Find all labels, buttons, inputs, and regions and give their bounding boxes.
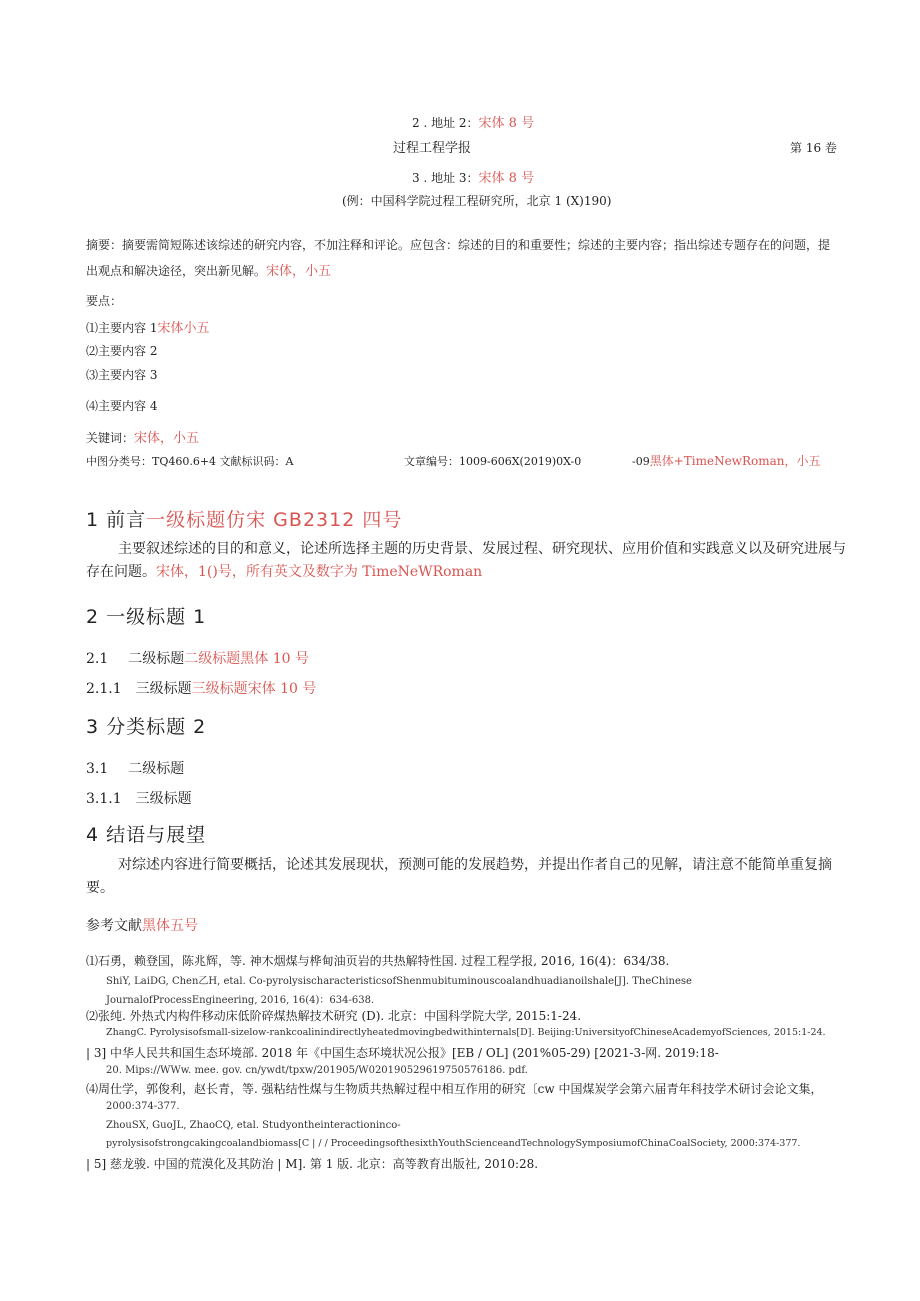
section-2-1-heading — [86, 648, 309, 668]
abstract-annotation: 宋体，小五 — [266, 264, 332, 279]
reference-line: ⑴石勇，赖登国，陈兆辉，等. 神木烟煤与桦甸油页岩的共热解特性国. 过程工程学报, 2016, 16(4)：634/38. — [86, 954, 670, 968]
reference-line: ShiY, LaiDG, Chen乙H, etal. Co-pyrolysischaracteristicsofShenmubituminouscoalandhuadianoilshale[J]. TheChinese — [106, 976, 692, 987]
keywords-label: 关键词： — [86, 431, 135, 445]
classification-right-prefix: -09 — [632, 455, 650, 468]
journal-name: 过程工程学报 — [393, 141, 472, 156]
classification-left: 中图分类号：TQ460.6+4 文献标识码：A — [86, 455, 294, 468]
abstract-line-2-text: 出观点和解决途径，突出新见解。 — [86, 264, 267, 278]
section-2-1-1-number: 2.1.1 — [86, 681, 122, 697]
section-3-1-title: 二级标题 — [128, 761, 185, 777]
references-annotation: 黑体五号 — [142, 918, 198, 934]
reference-line: 2000:374-377. — [106, 1101, 180, 1112]
keypoint-item: ⑶主要内容 3 — [86, 368, 158, 382]
reference-line: JournalofProcessEngineering, 2016, 16(4)：634-638. — [106, 995, 375, 1006]
section-4-paragraph: 对综述内容进行简要概括，论述其发展现状，预测可能的发展趋势，并提出作者自己的见解，请注意不能简单重复摘要。 — [86, 857, 832, 896]
section-3-1-heading — [86, 758, 184, 778]
section-2-1-number: 2.1 — [86, 651, 109, 667]
classification-annotation: 黑体+TimeNewRoman，小五 — [649, 454, 821, 468]
keywords-annotation: 宋体，小五 — [134, 431, 200, 446]
section-3-1-1-heading — [86, 788, 192, 808]
section-2-1-annotation: 二级标题黑体 10 号 — [184, 651, 309, 667]
reference-line: 20. Mips://WWw. mee. gov. cn/ywdt/tpxw/201905/W020190529619750576186. pdf. — [106, 1065, 528, 1076]
abstract-line-1: 摘要：摘要需简短陈述该综述的研究内容，不加注释和评论。应包含：综述的目的和重要性；综述的主要内容；指出综述专题存在的问题，提 — [86, 238, 831, 252]
article-number: 文章编号：1009-606X(2019)0X-0 — [404, 455, 582, 468]
keypoints-title: 要点： — [86, 294, 123, 308]
section-3-1-1-title: 三级标题 — [135, 791, 192, 807]
section-3-1-1-number: 3.1.1 — [86, 791, 122, 807]
section-3-1-number: 3.1 — [86, 761, 109, 777]
section-1-paragraph-annotation: 宋体，1()号，所有英文及数字为 TimeNeWRoman — [156, 564, 483, 580]
section-2-1-title: 二级标题 — [128, 651, 185, 667]
reference-line: pyrolysisofstrongcakingcoalandbiomass[C | / / ProceedingsofthesixthYouthScienceandTechnologySymposiumofChinaCoalSociety, 2000:374-377. — [106, 1138, 801, 1149]
reference-line: ⑵张纯. 外热式内构件移动床低阶碎煤热解技术研究 (D). 北京：中国科学院大学, 2015:1-24. — [86, 1009, 582, 1023]
abstract-line-2 — [86, 260, 331, 279]
address-3 — [412, 167, 534, 186]
address-3-prefix: 3 . 地址 3： — [412, 171, 479, 185]
section-1-title: 1 前言 — [86, 509, 147, 531]
section-1-heading — [86, 505, 402, 532]
section-2-1-1-heading — [86, 678, 316, 698]
address-2-prefix: 2 . 地址 2： — [412, 116, 479, 130]
section-1-annotation: 一级标题仿宋 GB2312 四号 — [146, 509, 403, 531]
section-3-heading: 3 分类标题 2 — [86, 716, 207, 738]
keypoint-item: ⑵主要内容 2 — [86, 344, 158, 358]
reference-line: | 5] 慈龙骏. 中国的荒漠化及其防治 | M]. 第 1 版. 北京：高等教育出版社, 2010:28. — [86, 1157, 539, 1171]
reference-line: | 3] 中华人民共和国生态环境部. 2018 年《中国生态环境状况公报》[EB / OL] (201%05-29) [2021-3-网. 2019:18- — [86, 1046, 719, 1060]
keypoint-item — [86, 317, 209, 336]
address-2-annotation: 宋体 8 号 — [478, 116, 535, 131]
references-title: 参考文献 — [86, 918, 142, 934]
reference-line: ⑷周仕学，郭俊利，赵长青，等. 强粘结性煤与生物质共热解过程中相互作用的研究〔cw 中国煤炭学会第六届青年科技学术研讨会论文集， — [86, 1082, 823, 1096]
section-4-heading: 4 结语与展望 — [86, 824, 207, 846]
reference-line: ZhangC. Pyrolysisofsmall-sizelow-rankcoalinindirectlyheatedmovingbedwithinternals[D]. Beijing:UniversityofChineseAcademyofSciences, 2015:1-24. — [106, 1027, 826, 1038]
keywords — [86, 427, 199, 446]
section-2-heading: 2 一级标题 1 — [86, 606, 207, 628]
classification-right — [632, 452, 821, 469]
keypoint-item-annotation: 宋体小五 — [157, 321, 210, 336]
section-2-1-1-annotation: 三级标题宋体 10 号 — [191, 681, 317, 697]
address-2 — [412, 112, 534, 131]
section-2-1-1-title: 三级标题 — [135, 681, 192, 697]
section-1-text: 主要叙述综述的目的和意义，论述所选择主题的历史背景、发展过程、研究现状、应用价值和实践意义以及研究进展与存在问题。 — [86, 541, 846, 580]
volume-label: 第 16 卷 — [790, 141, 837, 155]
address-3-annotation: 宋体 8 号 — [478, 171, 535, 186]
section-1-paragraph — [86, 538, 858, 584]
references-heading — [86, 915, 198, 935]
reference-line: ZhouSX, GuoJL, ZhaoCQ, etal. Studyontheinteractioninco- — [106, 1120, 401, 1131]
keypoint-item: ⑷主要内容 4 — [86, 399, 158, 413]
keypoint-item-text: ⑴主要内容 1 — [86, 321, 158, 335]
affiliation-example: (例：中国科学院过程工程研究所，北京 1 (X)190) — [342, 194, 612, 208]
